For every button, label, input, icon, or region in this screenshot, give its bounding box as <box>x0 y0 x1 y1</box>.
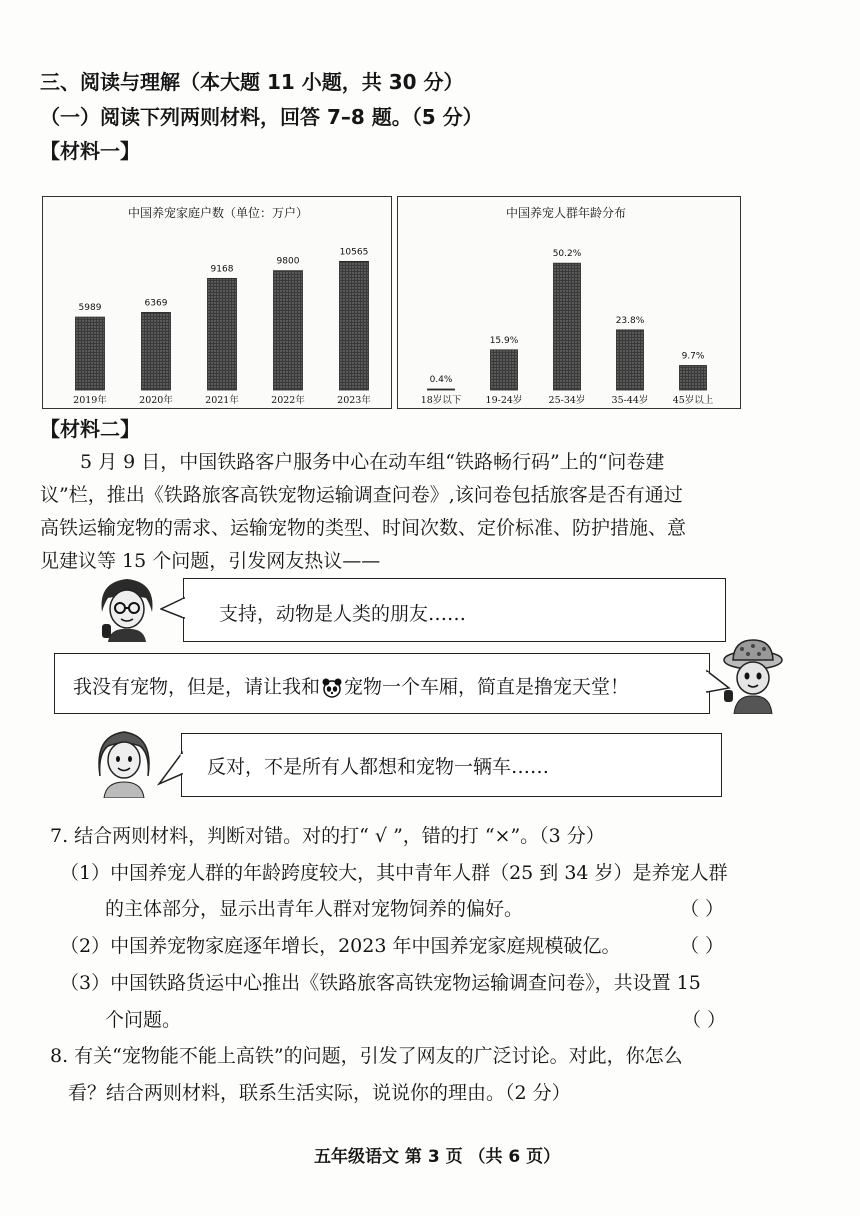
comment-text-before: 我没有宠物，但是，请让我和 <box>73 676 321 698</box>
bar <box>617 330 644 390</box>
material2-line: 见建议等 15 个问题，引发网友热议—— <box>40 550 381 572</box>
bubble-tail <box>160 595 186 621</box>
data-label: 15.9% <box>489 335 519 346</box>
chart-title: 中国养宠家庭户数（单位：万户） <box>127 206 309 220</box>
data-label: 9168 <box>210 264 234 275</box>
woman-curly-hair-avatar <box>94 726 154 802</box>
q7-stem: 7. 结合两则材料，判断对错。对的打“ √ ”，错的打 “×”。（3 分） <box>50 825 605 847</box>
woman-glasses-avatar <box>96 574 158 646</box>
chart-title: 中国养宠人群年龄分布 <box>505 206 627 220</box>
chart-age-distribution <box>397 196 741 409</box>
tick-label: 2023年 <box>337 395 371 406</box>
bar <box>274 271 303 390</box>
data-label: 9.7% <box>681 351 705 362</box>
chart-household-count <box>42 196 392 409</box>
tick-label: 18岁以下 <box>420 395 462 406</box>
q7-item1-line2: 的主体部分，显示出青年人群对宠物饲养的偏好。 <box>105 898 524 920</box>
q7-item1-line1: （1）中国养宠人群的年龄跨度较大，其中青年人群（25 到 34 岁）是养宠人群 <box>60 862 728 884</box>
comment-text-after: 宠物一个车厢，简直是撸宠天堂！ <box>344 676 630 698</box>
kid-hat-avatar <box>722 638 784 718</box>
tick-label: 25-34岁 <box>548 395 586 406</box>
bar <box>554 263 581 390</box>
comment-text-support: 支持，动物是人类的朋友…… <box>219 603 467 625</box>
bar <box>76 317 105 390</box>
bar <box>142 312 171 390</box>
q7-item1-answer-blank[interactable]: （ ） <box>680 898 725 920</box>
comment-text-pet-lover <box>73 672 629 699</box>
tick-label: 2019年 <box>73 395 107 406</box>
section-title: 三、阅读与理解（本大题 11 小题，共 30 分） <box>40 70 464 94</box>
tick-label: 2021年 <box>205 395 239 406</box>
material2-line: 高铁运输宠物的需求、运输宠物的类型、时间次数、定价标准、防护措施、意 <box>40 517 687 539</box>
bar <box>428 389 455 390</box>
q8-line2: 看？结合两则材料，联系生活实际，说说你的理由。（2 分） <box>68 1082 571 1104</box>
tick-label: 2022年 <box>271 395 305 406</box>
data-label: 6369 <box>144 298 168 309</box>
data-label: 23.8% <box>615 315 645 326</box>
data-label: 9800 <box>276 256 300 267</box>
data-label: 10565 <box>339 247 369 258</box>
q8-line1: 8. 有关“宠物能不能上高铁”的问题，引发了网友的广泛讨论。对此，你怎么 <box>50 1045 683 1067</box>
q7-item2-answer-blank[interactable]: （ ） <box>680 935 725 957</box>
q7-item3-line2: 个问题。 <box>105 1009 182 1031</box>
material1-label: 【材料一】 <box>40 139 140 163</box>
bubble-tail <box>157 750 184 788</box>
tick-label: 2020年 <box>139 395 173 406</box>
data-label: 5989 <box>78 303 102 314</box>
panda-icon <box>321 677 343 699</box>
material2-label: 【材料二】 <box>40 417 140 441</box>
material2-line: 议”栏，推出《铁路旅客高铁宠物运输调查问卷》,该问卷包括旅客是否有通过 <box>40 484 683 506</box>
tick-label: 19-24岁 <box>485 395 523 406</box>
page-footer: 五年级语文 第 3 页 （共 6 页） <box>314 1147 561 1167</box>
q7-item2-line1: （2）中国养宠物家庭逐年增长，2023 年中国养宠家庭规模破亿。 <box>60 935 621 957</box>
tick-label: 45岁以上 <box>672 395 714 406</box>
q7-item3-answer-blank[interactable]: （ ） <box>682 1009 727 1031</box>
tick-label: 35-44岁 <box>611 395 649 406</box>
chart1-svg <box>43 197 391 408</box>
comment-text-oppose: 反对，不是所有人都想和宠物一辆车…… <box>207 756 550 778</box>
bar <box>340 261 369 390</box>
chart2-svg <box>398 197 740 408</box>
bar <box>208 278 237 390</box>
bar <box>491 350 518 390</box>
q7-item3-line1: （3）中国铁路货运中心推出《铁路旅客高铁宠物运输调查问卷》，共设置 15 <box>60 972 701 994</box>
data-label: 50.2% <box>552 249 582 260</box>
bar <box>680 365 707 390</box>
data-label: 0.4% <box>429 374 453 385</box>
part-intro: （一）阅读下列两则材料，回答 7–8 题。（5 分） <box>40 105 483 129</box>
material2-line: 5 月 9 日，中国铁路客户服务中心在动车组“铁路畅行码”上的“问卷建 <box>80 451 665 473</box>
